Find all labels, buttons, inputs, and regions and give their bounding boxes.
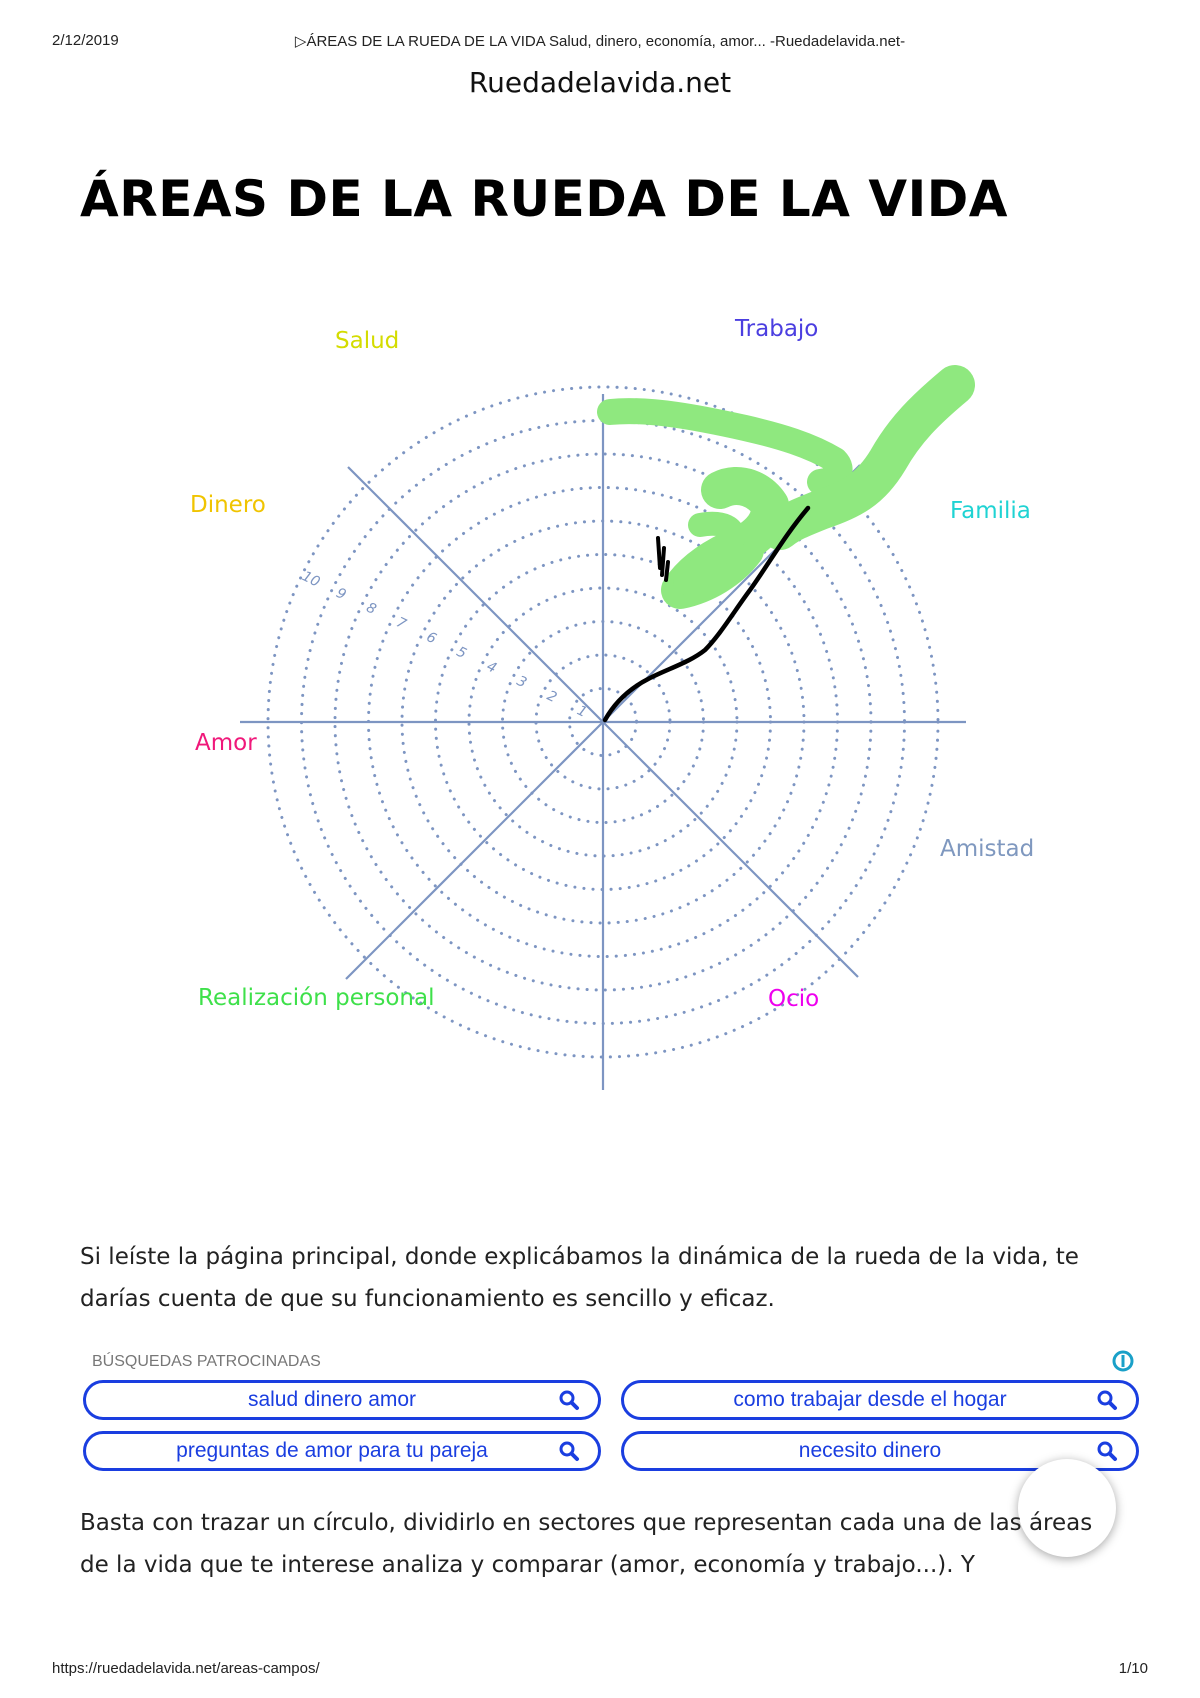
ring-number: 10 [299, 568, 323, 591]
footer-url: https://ruedadelavida.net/areas-campos/ [52, 1660, 320, 1677]
label-dinero: Dinero [190, 492, 266, 518]
intro-paragraph: Si leíste la página principal, donde explicábamos la dinámica de la rueda de la vida, te darías cuenta de que su funcionamiento es sencillo y eficaz. [80, 1244, 1079, 1312]
ring-number: 3 [514, 673, 530, 692]
life-wheel-diagram [0, 300, 1200, 1120]
label-salud: Salud [335, 328, 400, 354]
sponsored-search-label: necesito dinero [798, 1439, 942, 1462]
label-familia: Familia [950, 498, 1031, 524]
ring-number: 8 [363, 599, 379, 619]
hand-drawn-mark [658, 538, 668, 580]
label-ocio: Ocio [768, 986, 820, 1012]
search-icon [1096, 1389, 1118, 1411]
ad-info-icon[interactable] [1112, 1350, 1134, 1372]
search-icon [558, 1389, 580, 1411]
ring-number: 7 [393, 614, 409, 633]
site-name[interactable]: Ruedadelavida.net [468, 66, 732, 99]
search-icon [558, 1440, 580, 1462]
label-amor: Amor [195, 730, 257, 756]
search-icon [1096, 1440, 1118, 1462]
sponsored-search-label: salud dinero amor [247, 1388, 417, 1411]
ring-number: 5 [453, 643, 469, 663]
ring-number: 1 [574, 702, 590, 721]
sponsored-search-label: preguntas de amor para tu pareja [176, 1439, 488, 1462]
sponsored-search-label: como trabajar desde el hogar [733, 1388, 1007, 1411]
label-amistad: Amistad [940, 836, 1035, 862]
ring-number: 9 [333, 585, 349, 604]
print-document-title: ▷ÁREAS DE LA RUEDA DE LA VIDA Salud, dinero, economía, amor... -Ruedadelavida.net- [294, 33, 906, 50]
page-title: ÁREAS DE LA RUEDA DE LA VIDA [80, 170, 1008, 228]
label-realizacion: Realización personal [198, 985, 435, 1011]
ring-number: 4 [483, 658, 500, 677]
second-paragraph: Basta con trazar un círculo, dividirlo en sectores que representan cada una de las áreas de la vida que te interese analiza y comparar (amor, economía y trabajo...). Y [80, 1510, 1093, 1578]
ring-numbers [299, 568, 589, 720]
sponsored-search-button[interactable] [83, 1431, 601, 1471]
print-date: 2/12/2019 [52, 32, 119, 49]
ring-number: 2 [544, 687, 560, 707]
ring-number: 6 [423, 629, 439, 648]
sponsored-search-button[interactable] [83, 1380, 601, 1420]
footer-page-number: 1/10 [1118, 1660, 1148, 1677]
label-trabajo: Trabajo [735, 316, 819, 342]
sponsored-searches-label: BÚSQUEDAS PATROCINADAS [92, 1353, 321, 1370]
sponsored-search-button[interactable] [621, 1380, 1139, 1420]
